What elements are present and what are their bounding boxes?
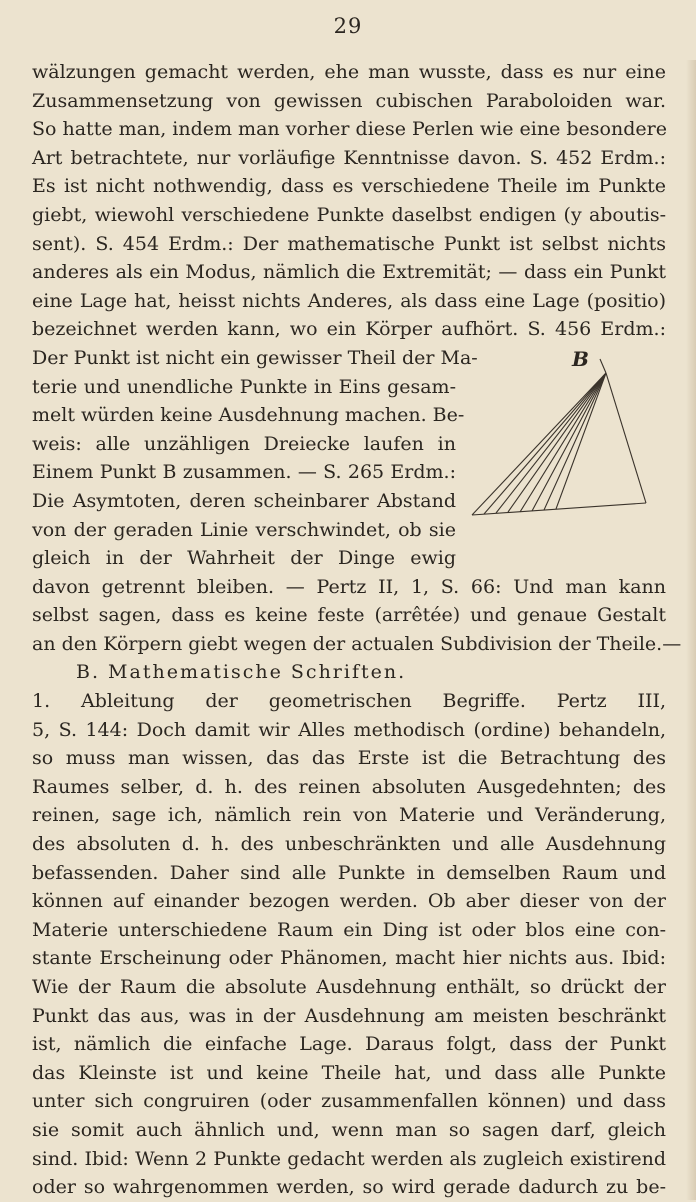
converging-line bbox=[508, 373, 606, 512]
text-line: das Kleinste ist und keine Theile hat, und dass alle Punkte bbox=[32, 1061, 666, 1084]
text-line: Wie der Raum die absolute Ausdehnung enthält, so drückt der bbox=[32, 976, 666, 998]
text-line: Art betrachtete, nur vorläufige Kenntnisse davon. S. 452 Erdm.: bbox=[32, 146, 666, 169]
text-line: ist, nämlich die einfache Lage. Daraus folgt, dass der Punkt bbox=[32, 1033, 666, 1056]
text-line: stante Erscheinung oder Phänomen, macht hier nichts aus. Ibid: bbox=[32, 947, 666, 970]
text-line: so muss man wissen, das das Erste ist die Betrachtung des bbox=[32, 747, 666, 770]
text-line: von der geraden Linie verschwindet, ob sie bbox=[32, 518, 456, 541]
converging-line bbox=[472, 373, 606, 515]
text-line: können auf einander bezogen werden. Ob aber dieser von der bbox=[32, 890, 666, 913]
page-number: 29 bbox=[333, 14, 363, 38]
text-line: selbst sagen, dass es keine feste (arrêtée) und genaue Gestalt bbox=[32, 604, 666, 627]
section-heading: B. Mathematische Schriften. bbox=[76, 661, 407, 684]
text-line: des absoluten d. h. des unbeschränkten und alle Ausdehnung bbox=[32, 833, 666, 856]
text-line: giebt, wiewohl verschiedene Punkte daselbst endigen (y aboutis- bbox=[32, 203, 666, 226]
text-line: Die Asymtoten, deren scheinbarer Abstand bbox=[32, 489, 456, 512]
text-line: an den Körpern giebt wegen der actualen Subdivision der Theile.— bbox=[32, 632, 682, 655]
converging-line bbox=[484, 373, 606, 514]
text-line: terie und unendliche Punkte in Eins gesam- bbox=[32, 375, 456, 398]
text-line: So hatte man, indem man vorher diese Perlen wie eine besondere bbox=[32, 118, 667, 141]
text-line: gleich in der Wahrheit der Dinge ewig bbox=[32, 547, 456, 570]
text-line: sie somit auch ähnlich und, wenn man so sagen darf, gleich bbox=[32, 1118, 666, 1141]
text-line: 5, S. 144: Doch damit wir Alles methodisch (ordine) behandeln, bbox=[32, 718, 666, 741]
converging-triangles-diagram bbox=[468, 345, 658, 523]
text-line: sent). S. 454 Erdm.: Der mathematische Punkt ist selbst nichts bbox=[32, 232, 666, 255]
triangle-figure bbox=[468, 345, 658, 523]
text-line: 1. Ableitung der geometrischen Begriffe. Pertz III, bbox=[32, 690, 666, 713]
text-line: Zusammensetzung von gewissen cubischen Paraboloiden war. bbox=[32, 89, 666, 112]
converging-line bbox=[544, 373, 606, 510]
text-line: Raumes selber, d. h. des reinen absoluten Ausgedehnten; des bbox=[32, 775, 666, 798]
text-line: davon getrennt bleiben. — Pertz II, 1, S. 66: Und man kann bbox=[32, 575, 666, 598]
text-line: Der Punkt ist nicht ein gewisser Theil der Ma- bbox=[32, 346, 478, 369]
text-line: anderes als ein Modus, nämlich die Extremität; — dass ein Punkt bbox=[32, 261, 666, 284]
text-line: befassenden. Daher sind alle Punkte in demselben Raum und bbox=[32, 861, 666, 884]
text-line: bezeichnet werden kann, wo ein Körper aufhört. S. 456 Erdm.: bbox=[32, 318, 666, 341]
page-edge-shadow bbox=[686, 60, 696, 1200]
text-line: reinen, sage ich, nämlich rein von Materie und Veränderung, bbox=[32, 804, 666, 827]
triangle-right-side bbox=[606, 373, 646, 503]
text-line: melt würden keine Ausdehnung machen. Be- bbox=[32, 404, 465, 427]
text-line: unter sich congruiren (oder zusammenfallen können) und dass bbox=[32, 1090, 666, 1113]
text-line: Einem Punkt B zusammen. — S. 265 Erdm.: bbox=[32, 461, 456, 484]
figure-label-b: B bbox=[572, 347, 589, 371]
text-line: eine Lage hat, heisst nichts Anderes, als dass eine Lage (positio) bbox=[32, 289, 666, 312]
text-line: oder so wahrgenommen werden, so wird gerade dadurch zu be- bbox=[32, 1176, 666, 1199]
body-text bbox=[32, 58, 682, 1202]
converging-line bbox=[532, 373, 606, 511]
text-line: Punkt das aus, was in der Ausdehnung am meisten beschränkt bbox=[32, 1004, 666, 1027]
text-line: Es ist nicht nothwendig, dass es verschiedene Theile im Punkte bbox=[32, 175, 666, 198]
text-line: wälzungen gemacht werden, ehe man wusste, dass es nur eine bbox=[32, 61, 666, 83]
apex-tick bbox=[600, 359, 606, 373]
text-line: sind. Ibid: Wenn 2 Punkte gedacht werden als zugleich existirend bbox=[32, 1147, 666, 1170]
triangle-base bbox=[472, 503, 646, 515]
converging-line bbox=[496, 373, 606, 513]
text-line: Materie unterschiedene Raum ein Ding ist oder blos eine con- bbox=[32, 918, 666, 941]
text-line: weis: alle unzähligen Dreiecke laufen in bbox=[32, 432, 456, 455]
